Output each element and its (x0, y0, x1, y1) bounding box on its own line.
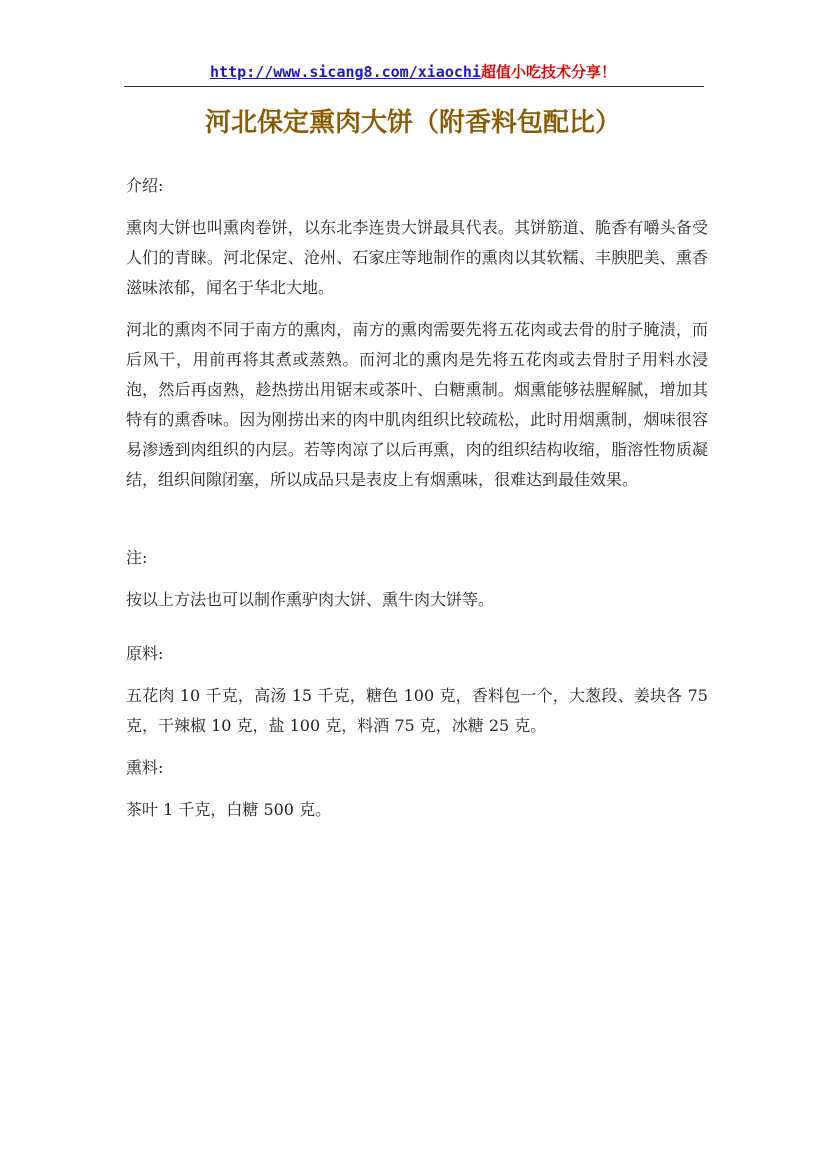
spacer (126, 627, 708, 639)
smoke-label: 熏料: (126, 758, 164, 777)
intro-paragraph-2: 河北的熏肉不同于南方的熏肉，南方的熏肉需要先将五花肉或去骨的肘子腌渍，而后风干，用前再将其煮或蒸熟。而河北的熏肉是先将五花肉或去骨肘子用料水浸泡，然后再卤熟，趁热捞出用锯末或茶叶、白糖熏制。烟熏能够祛腥解腻，增加其特有的熏香味。因为刚捞出来的肉中肌肉组织比较疏松，此时用烟熏制，烟味很容易渗透到肉组织的内层。若等肉凉了以后再熏，肉的组织结构收缩，脂溶性物质凝结，组织间隙闭塞，所以成品只是表皮上有烟熏味，很难达到最佳效果。 (126, 320, 708, 489)
site-url-link[interactable]: http://www.sicang8.com/xiaochi (210, 63, 481, 81)
ingredients-label: 原料: (126, 644, 164, 663)
site-slogan: 超值小吃技术分享！ (480, 63, 616, 81)
intro-paragraph-1: 熏肉大饼也叫熏肉卷饼，以东北李连贵大饼最具代表。其饼筋道、脆香有嚼头备受人们的青睐。河北保定、沧州、石家庄等地制作的熏肉以其软糯、丰腴肥美、熏香滋味浓郁，闻名于华北大地。 (126, 218, 708, 297)
ingredients-text: 五花肉 10 千克，高汤 15 千克，糖色 100 克，香料包一个，大葱段、姜块各 75 克，干辣椒 10 克，盐 100 克，料酒 75 克，冰糖 25 克。 (126, 686, 708, 735)
header-divider (124, 86, 704, 87)
site-header (0, 60, 826, 84)
page-title: 河北保定熏肉大饼（附香料包配比） (204, 108, 621, 138)
intro-label: 介绍: (126, 176, 164, 195)
document-body (126, 171, 708, 837)
smoke-text: 茶叶 1 千克，白糖 500 克。 (126, 800, 332, 819)
spacer (126, 507, 708, 543)
note-text: 按以上方法也可以制作熏驴肉大饼、熏牛肉大饼等。 (126, 590, 495, 609)
note-label: 注: (126, 548, 148, 567)
